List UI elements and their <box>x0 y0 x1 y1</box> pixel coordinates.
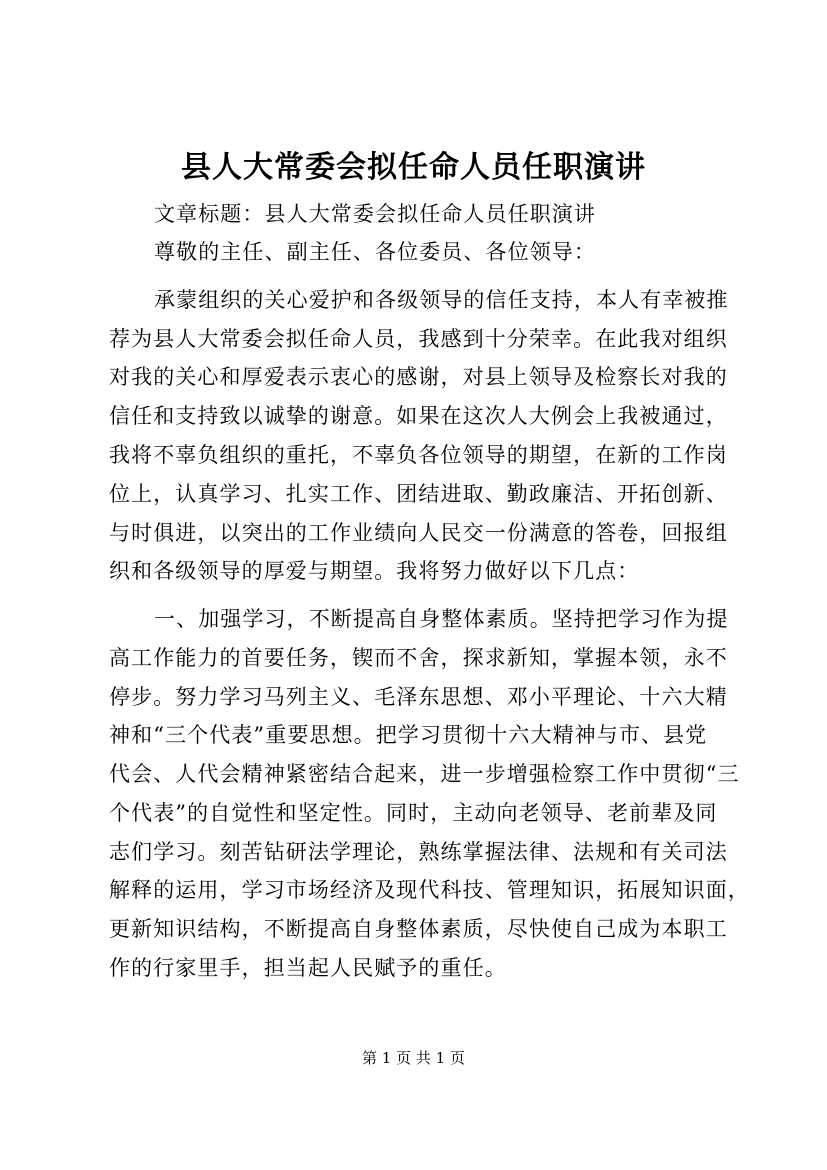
body-line: 文章标题：县人大常委会拟任命人员任职演讲 <box>154 202 596 226</box>
body-line: 更新知识结构，不断提高自身整体素质，尽快使自己成为本职工 <box>109 917 728 941</box>
body-line: 志们学习。刻苦钻研法学理论，熟练掌握法律、法规和有关司法 <box>109 840 728 864</box>
body-line: 一、加强学习，不断提高自身整体素质。坚持把学习作为提 <box>154 607 729 631</box>
page-footer: 第 1 页 共 1 页 <box>362 1049 465 1067</box>
body-line: 承蒙组织的关心爱护和各级领导的信任支持，本人有幸被推 <box>154 288 729 312</box>
document-title: 县人大常委会拟任命人员任职演讲 <box>181 150 646 185</box>
body-line: 荐为县人大常委会拟任命人员，我感到十分荣幸。在此我对组织 <box>109 327 728 351</box>
body-line: 高工作能力的首要任务，锲而不舍，探求新知，掌握本领，永不 <box>109 646 728 670</box>
body-line: 作的行家里手，担当起人民赋予的重任。 <box>109 956 507 980</box>
body-line: 停步。努力学习马列主义、毛泽东思想、邓小平理论、十六大精 <box>109 685 728 709</box>
body-line: 对我的关心和厚爱表示衷心的感谢，对县上领导及检察长对我的 <box>109 365 728 389</box>
body-line: 尊敬的主任、副主任、各位委员、各位领导： <box>154 240 596 264</box>
body-line: 神和“三个代表”重要思想。把学习贯彻十六大精神与市、县党 <box>109 723 708 747</box>
body-line: 信任和支持致以诚挚的谢意。如果在这次人大例会上我被通过， <box>109 404 728 428</box>
body-line: 个代表”的自觉性和坚定性。同时，主动向老领导、老前辈及同 <box>109 801 718 825</box>
body-line: 解释的运用，学习市场经济及现代科技、管理知识，拓展知识面， <box>109 878 750 902</box>
body-line: 与时俱进，以突出的工作业绩向人民交一份满意的答卷，回报组 <box>109 521 728 545</box>
body-line: 位上，认真学习、扎实工作、团结进取、勤政廉洁、开拓创新、 <box>109 482 728 506</box>
body-line: 织和各级领导的厚爱与期望。我将努力做好以下几点： <box>109 559 640 583</box>
body-line: 我将不辜负组织的重托，不辜负各位领导的期望，在新的工作岗 <box>109 443 728 467</box>
body-line: 代会、人代会精神紧密结合起来，进一步增强检察工作中贯彻“三 <box>109 762 740 786</box>
